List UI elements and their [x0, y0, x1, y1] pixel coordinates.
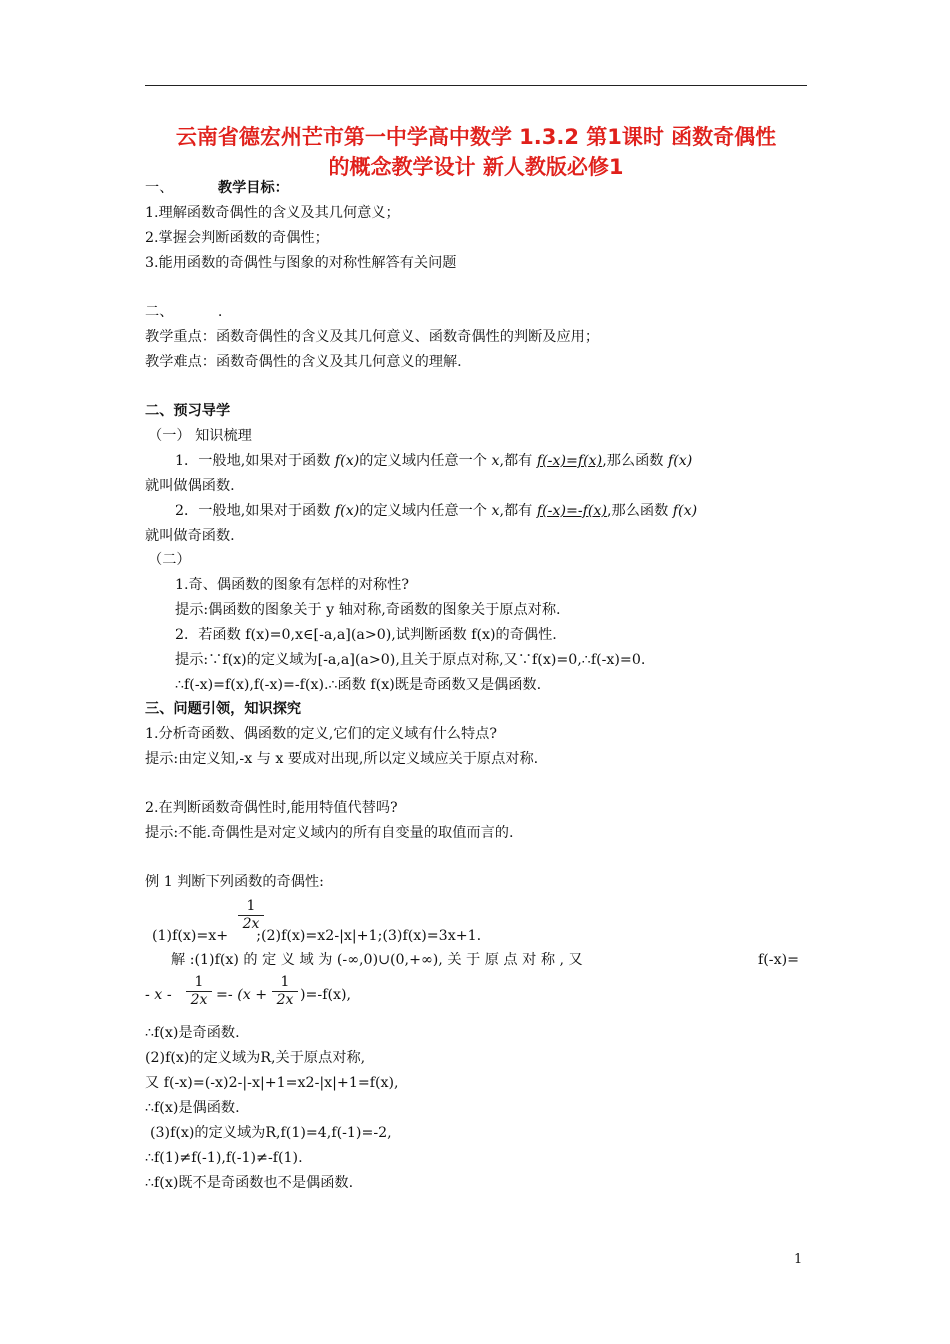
solution-line-3: 又 f(-x)=(-x)2-|-x|+1=x2-|x|+1=f(x), — [145, 1075, 399, 1091]
header-rule — [145, 85, 807, 86]
key-point: 教学重点：函数奇偶性的含义及其几何意义、函数奇偶性的判断及应用； — [145, 329, 600, 345]
section-b-heading: 二、 . — [145, 304, 223, 320]
section-goals-heading: 一、 教学目标： — [145, 180, 289, 196]
solution-line-4: ∴f(x)是偶函数. — [145, 1100, 240, 1116]
solution-line-5: (3)f(x)的定义域为R,f(1)=4,f(-1)=-2, — [150, 1125, 392, 1141]
question-1: 1.奇、偶函数的图象有怎样的对称性? — [175, 577, 409, 593]
def-even-cont: 就叫做偶函数. — [145, 478, 235, 494]
doc-title-line1: 云南省德宏州芒市第一中学高中数学 1.3.2 第1课时 函数奇偶性 — [175, 125, 777, 149]
fraction-2-over-2x: $\frac{1}{2x}$ — [186, 974, 212, 1009]
example-1-title: 例 1 判断下列函数的奇偶性: — [145, 874, 324, 890]
solution-line-2: (2)f(x)的定义域为R,关于原点对称, — [145, 1050, 366, 1066]
doc-title-line2: 的概念教学设计 新人教版必修1 — [328, 155, 624, 179]
difficult-point: 教学难点：函数奇偶性的含义及其几何意义的理解. — [145, 354, 462, 370]
fraction-3-over-2x: $\frac{1}{2x}$ — [272, 974, 298, 1009]
solution-line-1: ∴f(x)是奇函数. — [145, 1025, 240, 1041]
section-explore-heading: 三、问题引领，知识探究 — [145, 701, 302, 717]
solution-1-line-end: f(-x)= — [758, 952, 800, 968]
solution-line-6: ∴f(1)≠f(-1),f(-1)≠-f(1). — [145, 1150, 303, 1166]
question-2: 2．若函数 f(x)=0,x∈[-a,a](a>0),试判断函数 f(x)的奇偶性. — [175, 627, 557, 643]
goal-1: 1.理解函数奇偶性的含义及其几何意义； — [145, 205, 400, 221]
fraction-1-over-2x: $\frac{1}{2x}$ — [238, 898, 264, 933]
page-number: 1 — [794, 1252, 803, 1267]
solution-1-expr-b: =- (x + — [216, 987, 268, 1003]
solution-line-7: ∴f(x)既不是奇函数也不是偶函数. — [145, 1175, 354, 1191]
problem-1-hint: 提示:由定义知,-x 与 x 要成对出现,所以定义域应关于原点对称. — [145, 751, 539, 767]
solution-1-expr-c: )=-f(x), — [300, 987, 352, 1003]
hint-1: 提示:偶函数的图象关于 y 轴对称,奇函数的图象关于原点对称. — [175, 602, 561, 618]
problem-2-hint: 提示:不能.奇偶性是对定义域内的所有自变量的取值而言的. — [145, 825, 514, 841]
goal-2: 2.掌握会判断函数的奇偶性； — [145, 230, 329, 246]
example-functions: (1)f(x)=x+ ;(2)f(x)=x2-|x|+1;(3)f(x)=3x+1. — [152, 928, 482, 944]
solution-1-expr-a: - x - — [145, 987, 172, 1003]
def-odd-line: 2．一般地,如果对于函数 f(x)的定义域内任意一个 x,都有 f(-x)=-f(x),那么函数 f(x) — [175, 503, 698, 519]
hint-2-cont: ∴f(-x)=f(x),f(-x)=-f(x).∴函数 f(x)既是奇函数又是偶函数. — [175, 677, 542, 693]
problem-1: 1.分析奇函数、偶函数的定义,它们的定义域有什么特点? — [145, 726, 497, 742]
goal-3: 3.能用函数的奇偶性与图象的对称性解答有关问题 — [145, 255, 457, 271]
def-even-line: 1．一般地,如果对于函数 f(x)的定义域内任意一个 x,都有 f(-x)=f(x),那么函数 f(x) — [175, 453, 693, 469]
def-odd-cont: 就叫做奇函数. — [145, 528, 235, 544]
section-preview-heading: 二、预习导学 — [145, 403, 231, 419]
solution-1-line: 解 :(1)f(x) 的 定 义 域 为 (-∞,0)∪(0,+∞), 关 于 原 点 对 称 , 又 — [171, 952, 583, 968]
hint-2: 提示:∵f(x)的定义域为[-a,a](a>0),且关于原点对称,又∵f(x)=0,∴f(-x)=0. — [175, 652, 646, 668]
subsection-knowledge: （一） 知识梳理 — [148, 428, 252, 444]
subsection-two: （二） — [148, 552, 191, 568]
problem-2: 2.在判断函数奇偶性时,能用特值代替吗? — [145, 800, 398, 816]
